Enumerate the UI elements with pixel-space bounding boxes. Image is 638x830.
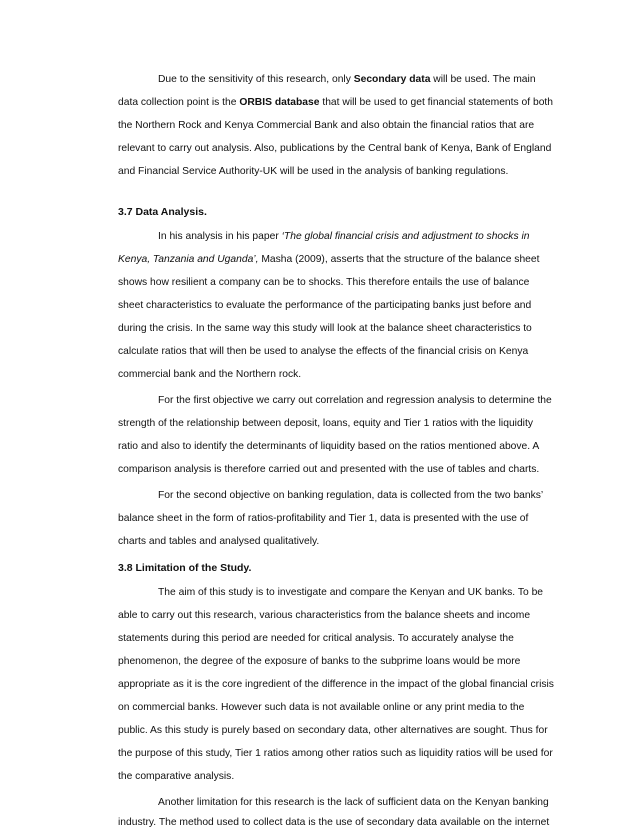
text-run: will be used. The main <box>430 74 536 85</box>
text-run: Masha (2009), asserts that the structure of the balance sheet <box>258 254 540 265</box>
paragraph-line: commercial bank and the Northern rock. <box>118 369 302 380</box>
paragraph-line <box>158 73 558 87</box>
paragraph-line <box>158 230 558 244</box>
text-run: Due to the sensitivity of this research, only <box>158 74 354 85</box>
paragraph-line: statements during this period are needed for critical analysis. To accurately analyse the <box>118 633 514 644</box>
paragraph-line: balance sheet in the form of ratios-profitability and Tier 1, data is presented with the use of <box>118 513 529 524</box>
paragraph-line: calculate ratios that will then be used to analyse the effects of the financial crisis on Kenya <box>118 346 529 357</box>
paragraph-line: industry. The method used to collect data is the use of secondary data available on the internet <box>118 817 550 828</box>
paragraph-line: Another limitation for this research is the lack of sufficient data on the Kenyan banking <box>158 797 549 808</box>
bold-term: ORBIS database <box>239 97 320 108</box>
section-heading: 3.8 Limitation of the Study. <box>118 562 252 574</box>
paragraph-line: the purpose of this study, Tier 1 ratios among other ratios such as liquidity ratios will be used for <box>118 748 553 759</box>
paragraph-line: shows how resilient a company can be to shocks. This therefore entails the use of balance <box>118 277 530 288</box>
paragraph-line: strength of the relationship between deposit, loans, equity and Tier 1 ratios with the liquidity <box>118 418 533 429</box>
paragraph-line: the comparative analysis. <box>118 771 235 782</box>
paragraph-line: on commercial banks. However such data is not available online or any print media to the <box>118 702 525 713</box>
paragraph-line: appropriate as it is the core ingredient of the difference in the impact of the global financial crisis <box>118 679 554 690</box>
paragraph-line: comparison analysis is therefore carried out and presented with the use of tables and charts. <box>118 464 540 475</box>
paragraph-line: and Financial Service Authority-UK will be used in the analysis of banking regulations. <box>118 166 509 177</box>
paragraph-line: the Northern Rock and Kenya Commercial Bank and also obtain the financial ratios that are <box>118 120 535 131</box>
paragraph-line: public. As this study is purely based on secondary data, other alternatives are sought. Thus for <box>118 725 548 736</box>
text-run: In his analysis in his paper <box>158 231 282 242</box>
text-run: data collection point is the <box>118 97 240 108</box>
paragraph-line: For the second objective on banking regulation, data is collected from the two banks’ <box>158 490 544 501</box>
paragraph-line: during the crisis. In the same way this study will look at the balance sheet characteristics to <box>118 323 532 334</box>
italic-title: Kenya, Tanzania and Uganda’, <box>118 254 259 265</box>
text-run: that will be used to get financial statements of both <box>319 97 554 108</box>
section-heading: 3.7 Data Analysis. <box>118 206 207 218</box>
paragraph-line: charts and tables and analysed qualitatively. <box>118 536 320 547</box>
paragraph-line <box>118 96 558 110</box>
paragraph-line: For the first objective we carry out correlation and regression analysis to determine the <box>158 395 552 406</box>
italic-title: ‘The global financial crisis and adjustment to shocks in <box>281 231 530 242</box>
paragraph-line: able to carry out this research, various characteristics from the balance sheets and income <box>118 610 531 621</box>
bold-term: Secondary data <box>353 74 431 85</box>
paragraph-line: relevant to carry out analysis. Also, publications by the Central bank of Kenya, Bank of England <box>118 143 552 154</box>
paragraph-line: The aim of this study is to investigate and compare the Kenyan and UK banks. To be <box>158 587 544 598</box>
paragraph-line: phenomenon, the degree of the exposure of banks to the subprime loans would be more <box>118 656 521 667</box>
paragraph-line: ratio and also to identify the determinants of liquidity based on the ratios mentioned above. A <box>118 441 540 452</box>
paragraph-line <box>118 253 558 267</box>
paragraph-line: sheet characteristics to evaluate the performance of the participating banks just before and <box>118 300 532 311</box>
